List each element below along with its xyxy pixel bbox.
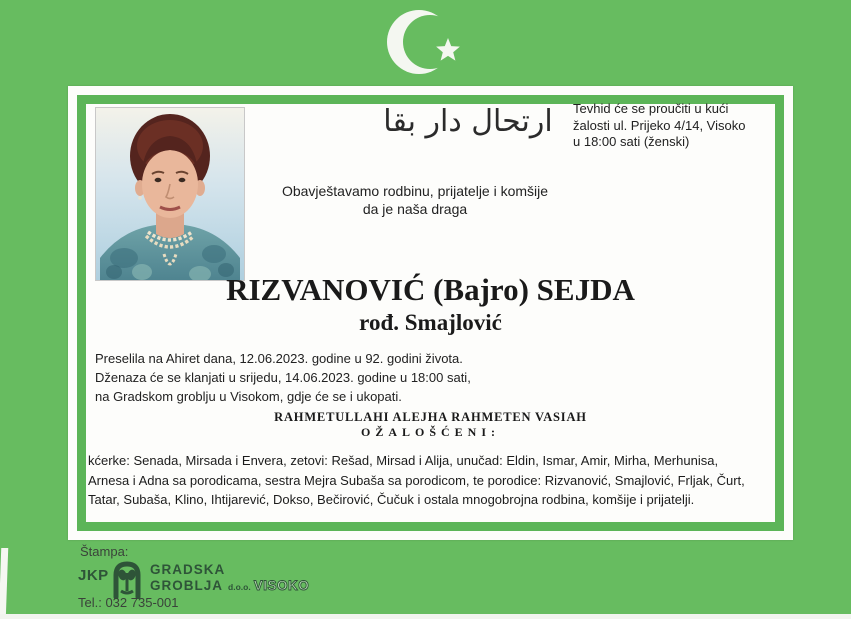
arabic-calligraphy: ارتحال دار بقا bbox=[383, 104, 553, 139]
prayer-line: RAHMETULLAHI ALEJHA RAHMETEN VASIAH bbox=[274, 410, 587, 424]
printer-footer bbox=[0, 540, 400, 619]
printer-name-line1: GRADSKA bbox=[150, 562, 226, 577]
details-line: Dženaza će se klanjati u srijedu, 14.06.2023. godine u 18:00 sati, bbox=[95, 370, 471, 385]
tevhid-line: Tevhid će se proučiti u kući bbox=[573, 101, 729, 116]
mourners-line: kćerke: Senada, Mirsada i Envera, zetovi: Rešad, Mirsad i Alija, unučad: Eldin, Ismar, Amir, Mirha, Merhunisa, bbox=[88, 453, 719, 468]
crescent-star-icon bbox=[372, 3, 487, 81]
announcement bbox=[190, 182, 640, 218]
scan-edge-artifact bbox=[0, 614, 851, 619]
mourners-line: Tatar, Subaša, Klino, Ihtijarević, Dokso, Bečirović, Čučuk i ostala mnogobrojna rodbina, komšije i prijatelji. bbox=[88, 492, 695, 507]
mourners-heading: OŽALOŠĆENI: bbox=[360, 425, 501, 439]
printer-city: VISOKO bbox=[253, 578, 310, 593]
deceased-name: RIZVANOVIĆ (Bajro) SEJDA bbox=[226, 272, 635, 307]
maiden-name: rođ. Smajlović bbox=[359, 310, 502, 335]
printer-name-line2: GROBLJA bbox=[150, 578, 224, 593]
announcement-line: da je naša draga bbox=[362, 201, 468, 217]
details-line: Preselila na Ahiret dana, 12.06.2023. godine u 92. godini života. bbox=[95, 351, 463, 366]
printer-phone: Tel.: 032 735-001 bbox=[78, 595, 179, 610]
mourners-line: Arnesa i Adna sa porodicama, sestra Mejra Subaša sa porodicom, te porodice: Rizvanović, Smajlović, Frljak, Čurt, bbox=[88, 472, 745, 488]
funeral-details bbox=[95, 349, 755, 406]
mourners-list bbox=[88, 451, 780, 510]
printer-name bbox=[150, 562, 309, 593]
announcement-line: Obavještavamo rodbinu, prijatelje i komšije bbox=[281, 183, 549, 199]
tevhid-note bbox=[573, 101, 778, 151]
tevhid-line: žalosti ul. Prijeko 4/14, Visoko bbox=[573, 117, 746, 133]
stampa-label: Štampa: bbox=[80, 544, 129, 559]
jkp-label: JKP bbox=[78, 567, 109, 584]
details-line: na Gradskom groblju u Visokom, gdje će se i ukopati. bbox=[95, 389, 402, 404]
obituary-card bbox=[68, 86, 793, 540]
printer-suffix: d.o.o. bbox=[228, 582, 251, 592]
tevhid-line: u 18:00 sati (ženski) bbox=[573, 134, 690, 149]
